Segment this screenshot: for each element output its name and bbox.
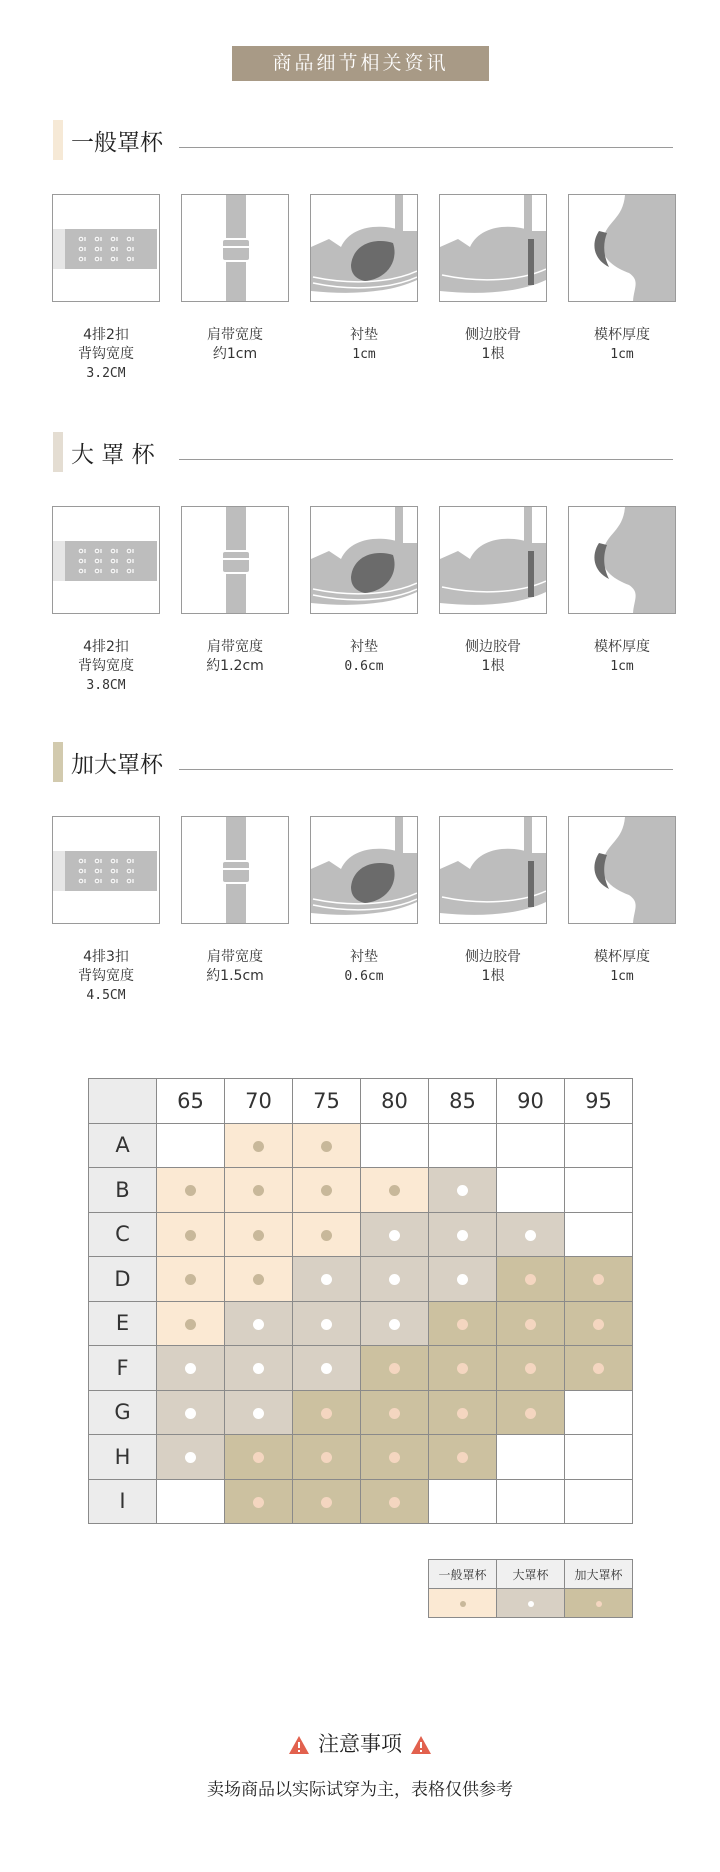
fit-dot bbox=[460, 1601, 466, 1607]
cup-header: A bbox=[89, 1123, 157, 1168]
feature-caption-line: 侧边胶骨 bbox=[465, 327, 521, 343]
cup-rows bbox=[89, 1123, 633, 1524]
size-cell bbox=[565, 1257, 633, 1302]
hook-eye-icon bbox=[52, 194, 160, 302]
feature-card bbox=[568, 506, 678, 676]
size-cell bbox=[565, 1390, 633, 1435]
fit-dot bbox=[525, 1408, 536, 1419]
feature-row bbox=[52, 816, 674, 1003]
feature-caption-line: 1根 bbox=[481, 968, 505, 984]
table-row bbox=[89, 1301, 633, 1346]
size-cell bbox=[293, 1479, 361, 1524]
size-cell bbox=[361, 1123, 429, 1168]
feature-caption-line: 背钩宽度 bbox=[78, 968, 134, 984]
fit-dot bbox=[457, 1363, 468, 1374]
size-cell bbox=[361, 1346, 429, 1391]
fit-dot bbox=[185, 1452, 196, 1463]
band-header: 75 bbox=[293, 1079, 361, 1124]
cup-thickness-icon bbox=[568, 194, 676, 302]
feature-caption-line: 1cm bbox=[610, 659, 634, 674]
fit-dot bbox=[253, 1452, 264, 1463]
feature-row bbox=[52, 506, 674, 693]
feature-card bbox=[310, 506, 420, 676]
feature-caption-line: 背钩宽度 bbox=[78, 346, 134, 362]
feature-caption-line: 4排2扣 bbox=[83, 327, 129, 343]
feature-card bbox=[568, 816, 678, 986]
fit-dot bbox=[185, 1185, 196, 1196]
feature-caption-line: 約1.2cm bbox=[206, 658, 264, 674]
fit-dot bbox=[185, 1408, 196, 1419]
page-banner: 商品细节相关资讯 bbox=[232, 46, 489, 81]
band-header: 65 bbox=[157, 1079, 225, 1124]
size-cell bbox=[497, 1212, 565, 1257]
size-cell bbox=[497, 1435, 565, 1480]
fit-dot bbox=[457, 1408, 468, 1419]
fit-dot bbox=[596, 1601, 602, 1607]
size-cell bbox=[429, 1257, 497, 1302]
size-cell bbox=[293, 1346, 361, 1391]
size-cell bbox=[293, 1168, 361, 1213]
side-bone-icon bbox=[439, 194, 547, 302]
legend-table bbox=[428, 1559, 633, 1618]
fit-dot bbox=[185, 1274, 196, 1285]
size-cell bbox=[361, 1435, 429, 1480]
padding-icon bbox=[310, 816, 418, 924]
fit-dot bbox=[389, 1230, 400, 1241]
size-cell bbox=[361, 1257, 429, 1302]
band-header-row bbox=[89, 1079, 633, 1124]
size-cell bbox=[225, 1390, 293, 1435]
fit-dot bbox=[528, 1601, 534, 1607]
size-cell bbox=[429, 1123, 497, 1168]
size-cell bbox=[293, 1390, 361, 1435]
size-cell bbox=[429, 1435, 497, 1480]
fit-dot bbox=[389, 1363, 400, 1374]
notice-text: 卖场商品以实际试穿为主，表格仅供参考 bbox=[207, 1780, 513, 1800]
cup-header: G bbox=[89, 1390, 157, 1435]
section-divider bbox=[179, 459, 673, 460]
size-cell bbox=[565, 1479, 633, 1524]
size-cell bbox=[157, 1346, 225, 1391]
legend-label: 大罩杯 bbox=[497, 1560, 565, 1589]
fit-dot bbox=[525, 1274, 536, 1285]
cup-header: C bbox=[89, 1212, 157, 1257]
table-row bbox=[89, 1346, 633, 1391]
size-cell bbox=[225, 1479, 293, 1524]
fit-dot bbox=[525, 1319, 536, 1330]
band-header: 80 bbox=[361, 1079, 429, 1124]
size-cell bbox=[157, 1301, 225, 1346]
size-cell bbox=[565, 1212, 633, 1257]
warning-icon bbox=[410, 1735, 432, 1755]
feature-caption-line: 1cm bbox=[610, 347, 634, 362]
feature-caption-line: 肩带宽度 bbox=[207, 949, 263, 965]
fit-dot bbox=[321, 1452, 332, 1463]
cup-header: B bbox=[89, 1168, 157, 1213]
fit-dot bbox=[253, 1274, 264, 1285]
fit-dot bbox=[593, 1274, 604, 1285]
size-cell bbox=[497, 1123, 565, 1168]
feature-caption-line: 侧边胶骨 bbox=[465, 949, 521, 965]
table-row bbox=[89, 1390, 633, 1435]
fit-dot bbox=[457, 1319, 468, 1330]
size-cell bbox=[497, 1257, 565, 1302]
feature-caption bbox=[439, 638, 547, 676]
warning-icon bbox=[288, 1735, 310, 1755]
feature-caption bbox=[439, 326, 547, 364]
size-cell bbox=[293, 1301, 361, 1346]
section-heading bbox=[53, 120, 673, 160]
feature-card bbox=[181, 816, 291, 986]
fit-dot bbox=[389, 1452, 400, 1463]
feature-caption-line: 模杯厚度 bbox=[594, 639, 650, 655]
size-cell bbox=[225, 1168, 293, 1213]
feature-card bbox=[568, 194, 678, 364]
size-cell bbox=[429, 1212, 497, 1257]
size-cell bbox=[429, 1479, 497, 1524]
size-cell bbox=[293, 1123, 361, 1168]
fit-dot bbox=[321, 1319, 332, 1330]
size-cell bbox=[565, 1346, 633, 1391]
feature-card bbox=[181, 194, 291, 364]
section-accent-bar bbox=[53, 120, 63, 160]
table-row bbox=[89, 1212, 633, 1257]
feature-card bbox=[439, 194, 549, 364]
feature-card bbox=[310, 194, 420, 364]
fit-dot bbox=[389, 1274, 400, 1285]
hook-eye-icon bbox=[52, 816, 160, 924]
feature-caption-line: 背钩宽度 bbox=[78, 658, 134, 674]
size-cell bbox=[225, 1123, 293, 1168]
fit-dot bbox=[321, 1230, 332, 1241]
feature-caption-line: 1cm bbox=[352, 347, 376, 362]
band-header: 85 bbox=[429, 1079, 497, 1124]
section-title: 大 罩 杯 bbox=[71, 442, 155, 468]
feature-caption bbox=[181, 638, 289, 676]
size-cell bbox=[497, 1301, 565, 1346]
feature-caption-line: 約1.5cm bbox=[206, 968, 264, 984]
feature-caption bbox=[439, 948, 547, 986]
size-cell bbox=[497, 1479, 565, 1524]
cup-header: I bbox=[89, 1479, 157, 1524]
fit-dot bbox=[253, 1141, 264, 1152]
legend-label: 加大罩杯 bbox=[565, 1560, 633, 1589]
table-row bbox=[89, 1435, 633, 1480]
cup-header: E bbox=[89, 1301, 157, 1346]
size-cell bbox=[293, 1257, 361, 1302]
section-divider bbox=[179, 769, 673, 770]
table-row bbox=[89, 1479, 633, 1524]
section-divider bbox=[179, 147, 673, 148]
feature-caption-line: 模杯厚度 bbox=[594, 327, 650, 343]
feature-caption bbox=[310, 326, 418, 364]
fit-dot bbox=[389, 1408, 400, 1419]
fit-dot bbox=[253, 1497, 264, 1508]
feature-caption bbox=[181, 948, 289, 986]
side-bone-icon bbox=[439, 506, 547, 614]
fit-dot bbox=[185, 1230, 196, 1241]
cup-header: H bbox=[89, 1435, 157, 1480]
fit-dot bbox=[253, 1319, 264, 1330]
feature-caption bbox=[310, 948, 418, 986]
legend-swatch bbox=[429, 1589, 497, 1618]
section-title: 一般罩杯 bbox=[71, 130, 163, 156]
size-cell bbox=[225, 1346, 293, 1391]
fit-dot bbox=[457, 1185, 468, 1196]
fit-dot bbox=[185, 1319, 196, 1330]
feature-caption-line: 3.2CM bbox=[86, 366, 126, 381]
feature-caption bbox=[568, 638, 676, 676]
fit-dot bbox=[389, 1319, 400, 1330]
feature-caption-line: 0.6cm bbox=[344, 659, 384, 674]
fit-dot bbox=[321, 1185, 332, 1196]
padding-icon bbox=[310, 506, 418, 614]
fit-dot bbox=[457, 1230, 468, 1241]
feature-caption-line: 肩带宽度 bbox=[207, 327, 263, 343]
size-chart-table bbox=[88, 1078, 633, 1524]
band-header: 70 bbox=[225, 1079, 293, 1124]
legend-label: 一般罩杯 bbox=[429, 1560, 497, 1589]
section-accent-bar bbox=[53, 742, 63, 782]
size-cell bbox=[497, 1346, 565, 1391]
band-header: 90 bbox=[497, 1079, 565, 1124]
size-cell bbox=[429, 1168, 497, 1213]
feature-caption bbox=[52, 638, 160, 695]
feature-row bbox=[52, 194, 674, 381]
fit-dot bbox=[185, 1363, 196, 1374]
section-heading bbox=[53, 432, 673, 472]
fit-dot bbox=[457, 1452, 468, 1463]
size-cell bbox=[157, 1168, 225, 1213]
band-header: 95 bbox=[565, 1079, 633, 1124]
legend-swatches bbox=[429, 1589, 633, 1618]
cup-header: D bbox=[89, 1257, 157, 1302]
size-cell bbox=[361, 1212, 429, 1257]
table-row bbox=[89, 1123, 633, 1168]
legend-labels bbox=[429, 1560, 633, 1589]
feature-caption-line: 4排2扣 bbox=[83, 639, 129, 655]
feature-caption-line: 1根 bbox=[481, 658, 505, 674]
size-cell bbox=[565, 1123, 633, 1168]
size-cell bbox=[157, 1435, 225, 1480]
legend-swatch bbox=[497, 1589, 565, 1618]
feature-card bbox=[52, 194, 162, 383]
size-cell bbox=[497, 1168, 565, 1213]
fit-dot bbox=[593, 1363, 604, 1374]
size-cell bbox=[157, 1479, 225, 1524]
fit-dot bbox=[321, 1497, 332, 1508]
size-cell bbox=[157, 1212, 225, 1257]
size-cell bbox=[157, 1123, 225, 1168]
feature-caption bbox=[52, 948, 160, 1005]
section-heading bbox=[53, 742, 673, 782]
feature-caption-line: 4.5CM bbox=[86, 988, 126, 1003]
feature-caption-line: 肩带宽度 bbox=[207, 639, 263, 655]
fit-dot bbox=[321, 1141, 332, 1152]
feature-caption bbox=[52, 326, 160, 383]
size-cell bbox=[157, 1257, 225, 1302]
size-cell bbox=[225, 1257, 293, 1302]
size-cell bbox=[225, 1301, 293, 1346]
feature-caption-line: 4排3扣 bbox=[83, 949, 129, 965]
feature-caption bbox=[181, 326, 289, 364]
feature-card bbox=[310, 816, 420, 986]
hook-eye-icon bbox=[52, 506, 160, 614]
section-accent-bar bbox=[53, 432, 63, 472]
size-cell bbox=[429, 1346, 497, 1391]
feature-caption-line: 衬垫 bbox=[350, 639, 378, 655]
feature-caption bbox=[568, 948, 676, 986]
feature-caption-line: 模杯厚度 bbox=[594, 949, 650, 965]
fit-dot bbox=[253, 1185, 264, 1196]
size-cell bbox=[565, 1168, 633, 1213]
size-cell bbox=[565, 1435, 633, 1480]
fit-dot bbox=[525, 1230, 536, 1241]
fit-dot bbox=[321, 1363, 332, 1374]
size-cell bbox=[157, 1390, 225, 1435]
size-cell bbox=[293, 1212, 361, 1257]
size-cell bbox=[225, 1435, 293, 1480]
feature-caption-line: 约1cm bbox=[212, 346, 258, 362]
table-row bbox=[89, 1257, 633, 1302]
fit-dot bbox=[593, 1319, 604, 1330]
strap-icon bbox=[181, 194, 289, 302]
fit-dot bbox=[389, 1185, 400, 1196]
fit-dot bbox=[457, 1274, 468, 1285]
notice-heading bbox=[0, 1728, 720, 1758]
fit-dot bbox=[253, 1408, 264, 1419]
size-cell bbox=[361, 1301, 429, 1346]
table-corner bbox=[89, 1079, 157, 1124]
strap-icon bbox=[181, 816, 289, 924]
feature-caption-line: 侧边胶骨 bbox=[465, 639, 521, 655]
fit-dot bbox=[389, 1497, 400, 1508]
table-row bbox=[89, 1168, 633, 1213]
feature-caption bbox=[310, 638, 418, 676]
fit-dot bbox=[525, 1363, 536, 1374]
fit-dot bbox=[253, 1363, 264, 1374]
cup-thickness-icon bbox=[568, 506, 676, 614]
cup-header: F bbox=[89, 1346, 157, 1391]
size-cell bbox=[361, 1168, 429, 1213]
feature-caption-line: 1根 bbox=[481, 346, 505, 362]
size-cell bbox=[361, 1479, 429, 1524]
feature-caption-line: 衬垫 bbox=[350, 949, 378, 965]
size-cell bbox=[429, 1301, 497, 1346]
feature-caption-line: 1cm bbox=[610, 969, 634, 984]
notice-title: 注意事项 bbox=[318, 1732, 402, 1756]
padding-icon bbox=[310, 194, 418, 302]
side-bone-icon bbox=[439, 816, 547, 924]
feature-card bbox=[52, 816, 162, 1005]
feature-card bbox=[181, 506, 291, 676]
section-title: 加大罩杯 bbox=[71, 752, 163, 778]
size-cell bbox=[361, 1390, 429, 1435]
strap-icon bbox=[181, 506, 289, 614]
fit-dot bbox=[321, 1274, 332, 1285]
fit-dot bbox=[321, 1408, 332, 1419]
size-cell bbox=[225, 1212, 293, 1257]
size-cell bbox=[429, 1390, 497, 1435]
cup-thickness-icon bbox=[568, 816, 676, 924]
size-cell bbox=[497, 1390, 565, 1435]
feature-caption-line: 衬垫 bbox=[350, 327, 378, 343]
legend-swatch bbox=[565, 1589, 633, 1618]
feature-caption-line: 0.6cm bbox=[344, 969, 384, 984]
feature-caption bbox=[568, 326, 676, 364]
fit-dot bbox=[253, 1230, 264, 1241]
feature-card bbox=[439, 816, 549, 986]
feature-card bbox=[439, 506, 549, 676]
size-cell bbox=[293, 1435, 361, 1480]
feature-card bbox=[52, 506, 162, 695]
size-cell bbox=[565, 1301, 633, 1346]
feature-caption-line: 3.8CM bbox=[86, 678, 126, 693]
